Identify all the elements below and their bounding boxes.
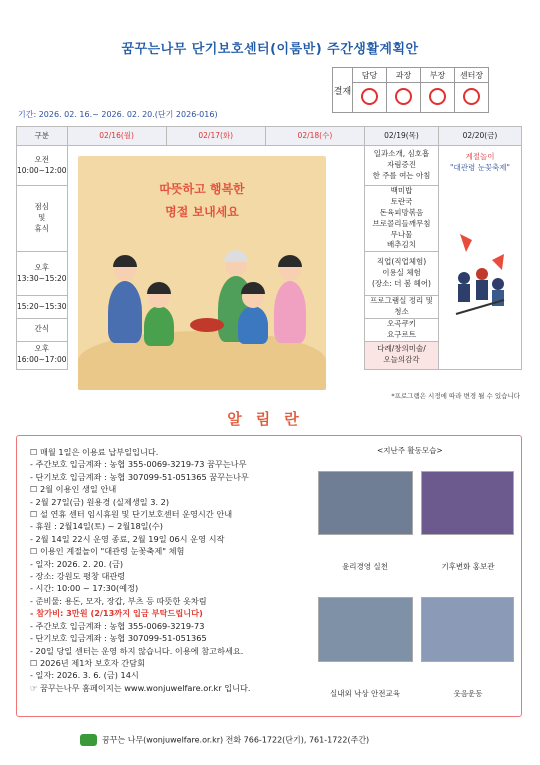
schedule-period: 기간: 2026. 02. 16.~ 2026. 02. 20.(단기 2026-016) [18, 110, 218, 119]
stamp-icon [429, 88, 446, 105]
notice-line: ☞ 꿈꾸는나무 홈페이지는 www.wonjuwelfare.or.kr 입니다. [30, 682, 251, 693]
approval-side-label: 결재 [333, 68, 353, 113]
notice-line: - 장소: 강원도 평창 대관령 [30, 571, 126, 582]
time-label: 16:00~17:00 [17, 355, 67, 365]
stamp-icon [395, 88, 412, 105]
footer-text: 꿈꾸는 나무(wonjuwelfare.or.kr) 전화 766-1722(단기), 761-1722(주간) [102, 735, 370, 745]
notice-line: ☐ 매월 1일은 이용료 납부일입니다. [30, 447, 159, 457]
cell-text: (장소: 더 봄 헤어) [371, 279, 431, 289]
time-label: 휴식 [34, 224, 49, 234]
notice-line: - 주간보호 입금계좌 : 농협 355-0069-3219-73 [30, 620, 205, 631]
time-label: 10:00~12:00 [17, 165, 67, 175]
cell-text: 일과소개, 심호흡 [373, 149, 430, 159]
cell-text: 이용실 체험 [382, 268, 421, 278]
photo-caption: 실내외 낙상 안전교육 [330, 689, 400, 698]
col-header: 02/16(월) [67, 127, 166, 146]
cell-text: 다례/창의미술/ [377, 344, 426, 354]
cell-text: 프로그램실 정리 및 [370, 296, 433, 306]
menu-item: 무나물 [390, 229, 413, 239]
notice-line: ☐ 설 연휴 센터 임시휴원 및 단기보호센터 운영시간 안내 [30, 509, 233, 520]
notice-line: - 참가비: 3만원 (2/13까지 입금 부탁드립니다) [30, 608, 203, 619]
col-header: 02/17(화) [166, 127, 265, 146]
time-label: 및 [38, 213, 46, 223]
approval-table [332, 67, 489, 113]
menu-item: 토란국 [390, 196, 413, 206]
notice-line: - 20일 당일 센터는 운영 하지 않습니다. 이용에 참고하세요. [30, 645, 244, 656]
time-label: 점심 [34, 202, 49, 212]
snow-play-illustration [452, 230, 508, 320]
notice-line: ☐ 이용인 계절놀이 "대관령 눈꽃축제" 체험 [30, 546, 185, 557]
notice-line: - 휴원 : 2월14일(토) ~ 2월18일(수) [30, 521, 163, 532]
col-header: 02/19(목) [365, 127, 439, 146]
notice-title: 알림란 [227, 410, 313, 428]
stamp-icon [361, 88, 378, 105]
footer [80, 734, 369, 746]
menu-item: 돈육피망볶음 [379, 207, 424, 217]
fri-program-title: 계절놀이 [465, 152, 495, 161]
activity-photo [421, 471, 514, 535]
approval-role: 센터장 [455, 68, 489, 83]
cell-text: 청소 [394, 307, 409, 317]
notice-line: - 시간: 10:00 ~ 17:30(예정) [30, 583, 139, 594]
notice-line: - 2월 14일 22시 운영 종료, 2월 19일 06시 운영 시작 [30, 533, 225, 544]
approval-role: 부장 [421, 68, 455, 83]
logo-icon [80, 734, 97, 746]
holiday-banner-image [78, 156, 326, 390]
approval-role: 과장 [387, 68, 421, 83]
notice-list [30, 446, 330, 694]
cell-text: 직업(직업체험) [376, 257, 427, 267]
activity-photo [421, 597, 514, 662]
time-label: 15:20~15:30 [17, 296, 68, 319]
cell-text: 오곡쿠키 [387, 319, 416, 328]
cell-text: 요구르트 [387, 329, 416, 339]
time-label: 오전 [34, 154, 49, 164]
activity-photo [318, 597, 413, 662]
time-label: 오후 [34, 262, 49, 272]
notice-line: - 단기보호 입금계좌 : 농협 307099-51-051365 꿈꾸는나무 [30, 471, 249, 482]
photos-title: <지난주 활동모습> [377, 446, 443, 455]
menu-item: 백미밥 [390, 186, 413, 195]
time-label: 13:30~15:20 [17, 273, 67, 283]
menu-item: 배추김치 [387, 240, 416, 250]
banner-text: 따뜻하고 행복한 [159, 182, 245, 196]
col-header: 02/20(금) [439, 127, 522, 146]
time-label: 오후 [34, 344, 49, 354]
fri-program-sub: "대관령 눈꽃축제" [450, 162, 510, 172]
col-header: 02/18(수) [265, 127, 364, 146]
col-header: 구분 [17, 127, 68, 146]
photo-caption: 윤리경영 실천 [342, 562, 388, 571]
photo-caption: 웃음운동 [453, 689, 483, 698]
stamp-icon [463, 88, 480, 105]
notice-line: - 단기보호 입금계좌 : 농협 307099-51-051365 [30, 633, 207, 644]
cell-text: 자림증진 [387, 160, 416, 170]
activity-photo [318, 471, 413, 535]
notice-line: ☐ 2026년 제1차 보호자 간담회 [30, 657, 145, 668]
notice-line: ☐ 2월 이용인 생일 안내 [30, 484, 117, 495]
cell-text: 한 주를 여는 아침 [372, 170, 431, 180]
notice-line: - 일자: 2026. 2. 20. (금) [30, 558, 124, 569]
notice-line: - 주간보호 입금계좌 : 농협 355-0069-3219-73 꿈꾸는나무 [30, 459, 247, 470]
time-label: 간식 [17, 319, 68, 342]
cell-text: 오늘의감각 [383, 355, 420, 365]
page-title: 꿈꾸는나무 단기보호센터(이룸반) 주간생활계획안 [121, 42, 419, 57]
notice-line: - 준비물: 용돈, 모자, 장갑, 부츠 등 따뜻한 옷차림 [30, 595, 207, 606]
approval-role: 담당 [353, 68, 387, 83]
schedule-note: *프로그램은 시정에 따라 변경 될 수 있습니다 [391, 392, 520, 400]
notice-line: - 2월 27일(금) 원용경 (실제생일 3. 2) [30, 496, 170, 507]
photo-caption: 기후변화 홍보관 [441, 562, 495, 571]
notice-line: - 일자: 2026. 3. 6. (금) 14시 [30, 670, 139, 681]
menu-item: 브로콜리들깨무침 [372, 218, 431, 228]
banner-text: 명절 보내세요 [165, 204, 239, 219]
